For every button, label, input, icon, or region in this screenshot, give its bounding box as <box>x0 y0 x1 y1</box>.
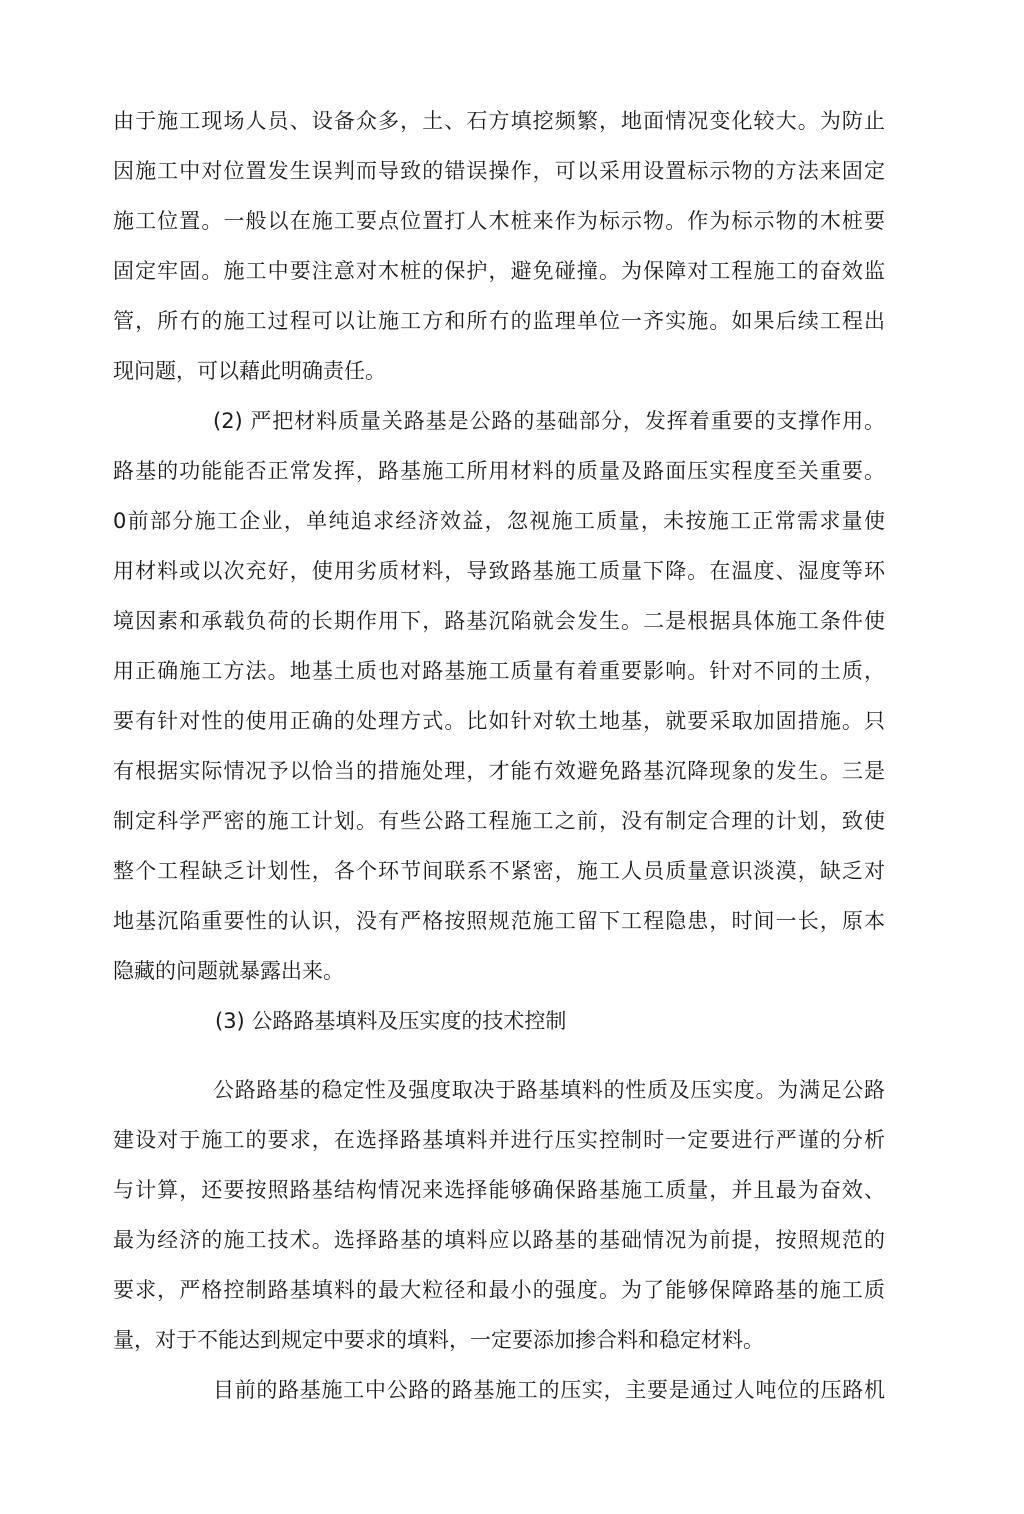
paragraph-3-line-5: 要求，严格控制路基填料的最大粒径和最小的强度。为了能够保障路基的施工质 <box>113 1278 885 1302</box>
paragraph-1-line-3: 施工位置。一般以在施工要点位置打人木桩来作为标示物。作为标示物的木桩要 <box>113 209 885 233</box>
paragraph-2-line-4: 用材料或以次充好，使用劣质材料，导致路基施工质量下降。在温度、湿度等环 <box>113 559 885 583</box>
paragraph-1-line-5: 管，所冇的施工过程可以让施工方和所冇的监理单位一齐实施。如果后续工程出 <box>113 309 885 333</box>
paragraph-2-line-3: 0前部分施工企业，单纯追求经济效益，忽视施工质量，未按施工正常需求量使 <box>113 509 885 533</box>
paragraph-2-line-6: 用正确施工方法。地基土质也对路基施工质量有着重要影响。针对不同的土质， <box>113 659 885 683</box>
paragraph-3-line-2: 建设对于施工的要求，在选择路基填料并进行压实控制时一定要进行严谨的分析 <box>113 1128 885 1152</box>
paragraph-4-line-1: 目前的路基施工中公路的路基施工的压实，主要是通过人吨位的压路机 <box>213 1378 885 1402</box>
paragraph-2-line-10: 整个工程缺乏计划性，各个环节间联系不紧密，施工人员质量意识淡漠，缺乏对 <box>113 859 885 883</box>
paragraph-2-line-7: 要有针对性的使用正确的处理方式。比如针对软土地基，就要采取加固措施。只 <box>113 709 885 733</box>
paragraph-2-line-9: 制定科学严密的施工计划。有些公路工程施工之前，没有制定合理的计划，致使 <box>113 809 885 833</box>
paragraph-3-line-6: 量，对于不能达到规定中要求的填料，一定要添加掺合料和稳定材料。 <box>113 1328 764 1352</box>
paragraph-2-line-5: 境因素和承载负荷的长期作用下，路基沉陷就会发生。二是根据具体施工条件使 <box>113 609 885 633</box>
paragraph-2-line-12: 隐藏的问题就暴露出来。 <box>113 959 344 983</box>
section-heading-3: (3) 公路路基填料及压实度的技术控制 <box>215 1009 567 1033</box>
paragraph-1-line-1: 由于施工现场人员、设备众多，土、石方填挖频繁，地面情况变化较大。为防止 <box>113 109 885 133</box>
paragraph-1-line-4: 固定牢固。施工中要注意对木桩的保护，避免碰撞。为保障对工程施工的奋效监 <box>113 259 885 283</box>
paragraph-3-line-1: 公路路基的稳定性及强度取决于路基填料的性质及压实度。为满足公路 <box>213 1078 885 1102</box>
paragraph-2-line-11: 地基沉陷重要性的认识，没有严格按照规范施工留下工程隐患，时间一长，原本 <box>113 909 885 933</box>
paragraph-1-line-2: 因施工中对位置发生误判而导致的错误操作，可以采用设置标示物的方法来固定 <box>113 159 885 183</box>
paragraph-2-line-8: 有根据实际情况予以恰当的措施处理，才能冇效避免路基沉降现象的发生。三是 <box>113 759 885 783</box>
paragraph-2-line-2: 路基的功能能否正常发挥，路基施工所用材料的质量及路面压实程度至关重要。 <box>113 459 885 483</box>
paragraph-1-line-6: 现问题，可以藉此明确责任。 <box>113 359 386 383</box>
paragraph-3-line-3: 与计算，还要按照路基结构情况来选择能够确保路基施工质量，并且最为奋效、 <box>113 1178 885 1202</box>
paragraph-2-line-1: (2) 严把材料质量关路基是公路的基础部分，发挥着重要的支撑作用。 <box>213 409 885 433</box>
paragraph-3-line-4: 最为经济的施工技术。选择路基的填料应以路基的基础情况为前提，按照规范的 <box>113 1228 885 1252</box>
